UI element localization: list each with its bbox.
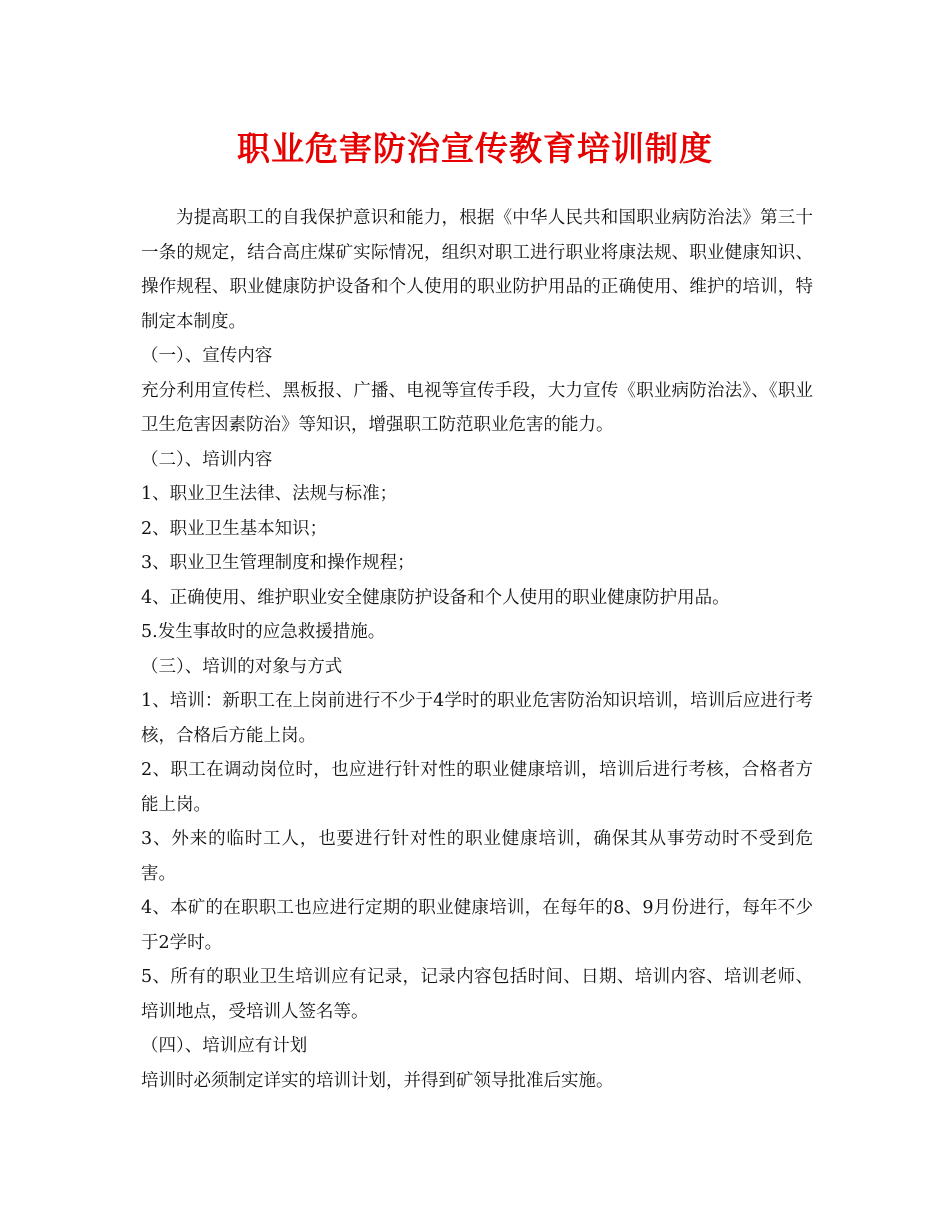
section-heading-training-plan: （四）、培训应有计划 (141, 1036, 308, 1056)
training-target-item: 5、所有的职业卫生培训应有记录，记录内容包括时间、日期、培训内容、培训老师、培训地点，受培训人签名等。 (141, 967, 813, 1022)
publicity-paragraph: 充分利用宣传栏、黑板报、广播、电视等宣传手段，大力宣传《职业病防治法》、《职业卫生危害因素防治》等知识，增强职工防范职业危害的能力。 (141, 380, 813, 435)
training-target-item: 3、外来的临时工人，也要进行针对性的职业健康培训，确保其从事劳动时不受到危害。 (141, 829, 813, 884)
training-target-item: 1、培训：新职工在上岗前进行不少于4学时的职业危害防治知识培训，培训后应进行考核，合格后方能上岗。 (141, 691, 813, 746)
section-heading-training-targets: （三）、培训的对象与方式 (141, 656, 343, 677)
training-content-item: 2、职业卫生基本知识； (141, 518, 328, 539)
training-content-item: 4、正确使用、维护职业安全健康防护设备和个人使用的职业健康防护用品。 (141, 587, 730, 608)
training-content-item: 1、职业卫生法律、法规与标准； (141, 484, 398, 504)
intro-paragraph: 为提高职工的自我保护意识和能力，根据《中华人民共和国职业病防治法》第三十一条的规定，结合高庄煤矿实际情况，组织对职工进行职业将康法规、职业健康知识、操作规程、职业健康防护设备和个人使用的职业防护用品的正确使用、维护的培训，特制定本制度。 (141, 208, 813, 332)
document-body (141, 201, 813, 1098)
training-target-item: 2、职工在调动岗位时，也应进行针对性的职业健康培训，培训后进行考核，合格者方能上岗。 (141, 760, 813, 815)
training-content-item: 3、职业卫生管理制度和操作规程； (141, 553, 415, 573)
training-plan-paragraph: 培训时必须制定详实的培训计划，并得到矿领导批准后实施。 (141, 1070, 614, 1091)
section-heading-training-content: （二）、培训内容 (141, 449, 273, 470)
section-heading-publicity: （一）、宣传内容 (141, 346, 273, 366)
document-title: 职业危害防治宣传教育培训制度 (237, 129, 713, 168)
training-content-item: 5.发生事故时的应急救援措施。 (141, 622, 386, 642)
training-target-item: 4、本矿的在职职工也应进行定期的职业健康培训，在每年的8、9月份进行，每年不少于2学时。 (141, 898, 813, 953)
